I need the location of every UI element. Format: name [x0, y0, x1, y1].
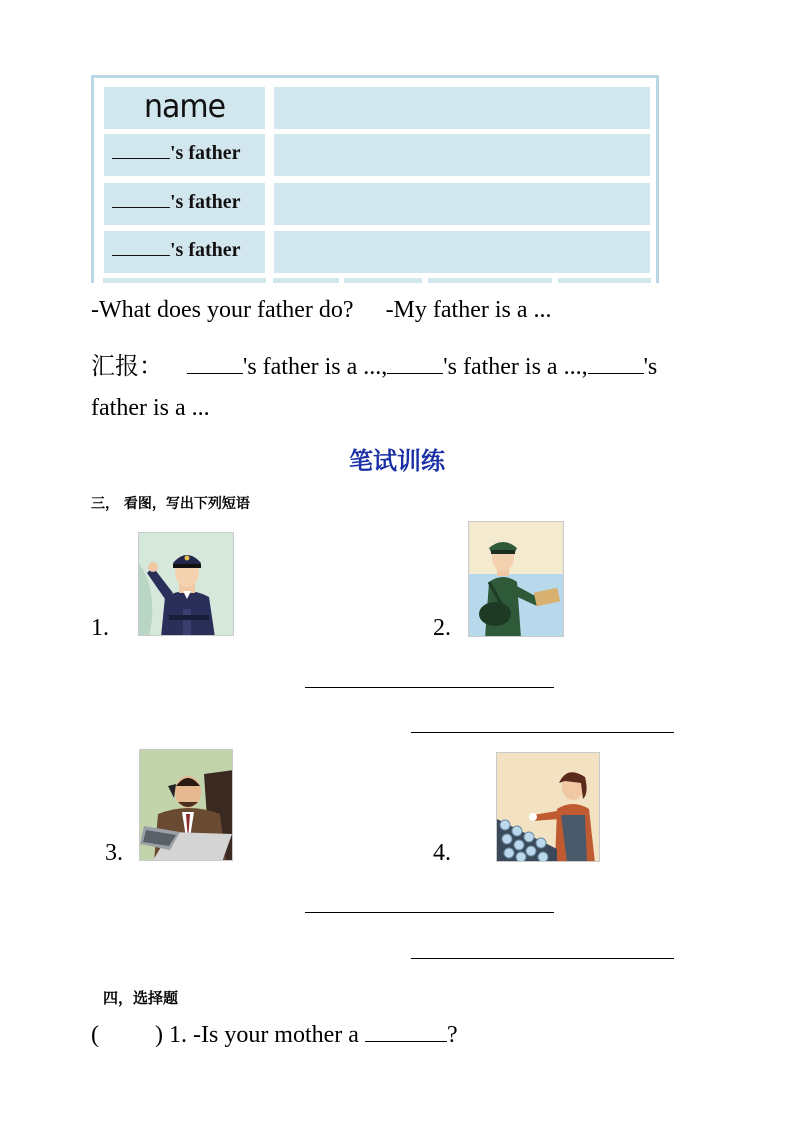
- name-blank: [112, 191, 170, 208]
- dialog-answer: -My father is a ...: [385, 297, 552, 323]
- answer-cell: [273, 230, 651, 274]
- report-blank-3: [588, 353, 644, 374]
- report-blank-2: [387, 353, 443, 374]
- item-number-3: 3.: [105, 840, 123, 866]
- name-header-label: name: [144, 87, 226, 126]
- father-label: [112, 239, 241, 262]
- report-line-2: father is a ...: [91, 395, 210, 421]
- answer-line-3[interactable]: [305, 912, 554, 913]
- report-blank-1: [187, 353, 243, 374]
- question-1-blank[interactable]: [365, 1021, 447, 1042]
- name-blank: [112, 142, 170, 159]
- report-segment-1: 's father is a ...,: [243, 354, 388, 380]
- table-cutoff-cell: [344, 278, 422, 283]
- item-number-2: 2.: [433, 615, 451, 641]
- table-cutoff-cell: [558, 278, 651, 283]
- answer-line-2[interactable]: [411, 732, 674, 733]
- part4-heading: 四，选择题: [103, 989, 179, 1007]
- father-suffix: 's father: [170, 142, 241, 164]
- survey-table: [91, 75, 659, 283]
- father-cell: [103, 182, 266, 226]
- table-row: [103, 182, 651, 226]
- father-label: [112, 191, 241, 214]
- table-cutoff-cell: [103, 278, 266, 283]
- father-label: [112, 142, 241, 165]
- report-segment-3: 's: [643, 354, 658, 380]
- table-header-row: [103, 86, 651, 130]
- table-cutoff-cell: [273, 278, 339, 283]
- header-answer-cell: [273, 86, 651, 130]
- postman-with-letter-image: [468, 521, 564, 637]
- report-segment-2: 's father is a ...,: [443, 354, 588, 380]
- table-row: [103, 133, 651, 177]
- item-number-1: 1.: [91, 615, 109, 641]
- businessman-on-phone-image: [139, 749, 233, 861]
- section-title: 笔试训练: [349, 447, 445, 475]
- part3-heading: 三， 看图，写出下列短语: [91, 496, 250, 512]
- answer-cell: [273, 182, 651, 226]
- father-suffix: 's father: [170, 191, 241, 213]
- dialog-line: [91, 297, 552, 324]
- factory-worker-image: [496, 752, 600, 862]
- name-blank: [112, 239, 170, 256]
- dialog-question: -What does your father do?: [91, 297, 354, 323]
- report-line: [91, 346, 657, 381]
- answer-line-1[interactable]: [305, 687, 554, 688]
- report-label: 汇报：: [91, 352, 163, 380]
- item-number-4: 4.: [433, 840, 451, 866]
- father-suffix: 's father: [170, 239, 241, 261]
- father-cell: [103, 230, 266, 274]
- answer-cell: [273, 133, 651, 177]
- answer-line-4[interactable]: [411, 958, 674, 959]
- father-cell: [103, 133, 266, 177]
- question-1-end: ?: [446, 1022, 458, 1048]
- question-1: [91, 1021, 458, 1049]
- table-cutoff-cell: [428, 278, 552, 283]
- question-1-text: ) 1. -Is your mother a: [155, 1022, 359, 1048]
- police-officer-saluting-image: [138, 532, 234, 636]
- table-row: [103, 230, 651, 274]
- name-header-cell: [103, 86, 266, 130]
- question-1-open-paren: (: [91, 1022, 99, 1048]
